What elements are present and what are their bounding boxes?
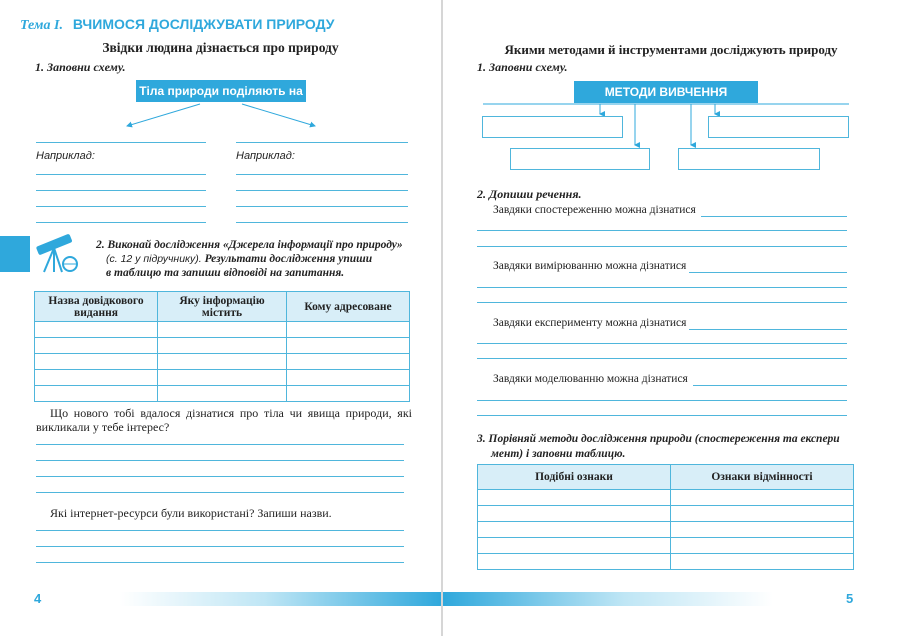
table-cell[interactable] bbox=[478, 554, 671, 570]
table-cell[interactable] bbox=[287, 338, 410, 354]
right-page bbox=[443, 0, 899, 636]
answer-line[interactable] bbox=[236, 142, 408, 143]
arrow-right bbox=[242, 104, 315, 126]
scheme-empty-box[interactable] bbox=[482, 116, 623, 138]
answer-line[interactable] bbox=[477, 358, 847, 359]
answer-line[interactable] bbox=[36, 190, 206, 191]
footer-bar bbox=[120, 592, 441, 606]
table-row bbox=[478, 522, 854, 538]
answer-line[interactable] bbox=[477, 287, 847, 288]
example-left-label: Наприклад: bbox=[36, 150, 95, 162]
table-cell[interactable] bbox=[671, 554, 854, 570]
comparison-table bbox=[477, 464, 854, 570]
answer-line[interactable] bbox=[477, 230, 847, 231]
table-cell[interactable] bbox=[287, 386, 410, 402]
task-3-line-2: мент) і заповни таблицю. bbox=[491, 448, 626, 460]
answer-line[interactable] bbox=[36, 206, 206, 207]
answer-line[interactable] bbox=[477, 415, 847, 416]
scheme-empty-box[interactable] bbox=[510, 148, 650, 170]
table-cell[interactable] bbox=[671, 506, 854, 522]
task-1-label: 1. Заповни схему. bbox=[477, 60, 568, 74]
task-2-instruction-a: Результати дослідження упиши bbox=[204, 253, 373, 265]
sentence-observation: Завдяки спостереженню можна дізнатися bbox=[493, 204, 696, 216]
table-row bbox=[478, 506, 854, 522]
topic-title: ВЧИМОСЯ ДОСЛІДЖУВАТИ ПРИРОДУ bbox=[72, 16, 335, 32]
answer-line[interactable] bbox=[477, 343, 847, 344]
page-number: 4 bbox=[34, 591, 42, 606]
table-cell[interactable] bbox=[287, 322, 410, 338]
footer-bar bbox=[443, 592, 773, 606]
table-row bbox=[478, 554, 854, 570]
table-cell[interactable] bbox=[35, 370, 158, 386]
answer-line[interactable] bbox=[36, 562, 404, 563]
table-cell[interactable] bbox=[158, 386, 287, 402]
table-cell[interactable] bbox=[671, 522, 854, 538]
topic-label: Тема І. bbox=[20, 18, 63, 33]
answer-line[interactable] bbox=[689, 329, 847, 330]
book-gutter bbox=[441, 0, 443, 636]
table-cell[interactable] bbox=[287, 370, 410, 386]
task-2-line-2 bbox=[96, 252, 416, 266]
task-2-text bbox=[96, 238, 416, 280]
table-row bbox=[35, 386, 410, 402]
table-cell[interactable] bbox=[478, 506, 671, 522]
table-row bbox=[478, 538, 854, 554]
table-cell[interactable] bbox=[478, 490, 671, 506]
table-cell[interactable] bbox=[35, 386, 158, 402]
research-tab-marker bbox=[0, 236, 30, 272]
scheme-empty-box[interactable] bbox=[678, 148, 820, 170]
answer-line[interactable] bbox=[689, 272, 847, 273]
answer-line[interactable] bbox=[236, 174, 408, 175]
table-cell[interactable] bbox=[671, 490, 854, 506]
table-row bbox=[35, 370, 410, 386]
page-number: 5 bbox=[846, 591, 854, 606]
table-header-cell: Яку інформацію містить bbox=[158, 292, 287, 322]
task-2-instruction-b: в таблицю та запиши відповіді на запитання. bbox=[106, 267, 345, 279]
answer-line[interactable] bbox=[36, 444, 404, 445]
task-3-text bbox=[477, 432, 849, 462]
answer-line[interactable] bbox=[477, 400, 847, 401]
table-row bbox=[35, 322, 410, 338]
scheme-arrows bbox=[0, 0, 441, 140]
answer-line[interactable] bbox=[36, 492, 404, 493]
task-1-label: 1. Заповни схему. bbox=[35, 60, 126, 74]
section-title: Якими методами й інструментами досліджують природу bbox=[504, 42, 838, 57]
answer-line[interactable] bbox=[36, 174, 206, 175]
table-cell[interactable] bbox=[671, 538, 854, 554]
example-right-label: Наприклад: bbox=[236, 150, 295, 162]
answer-line[interactable] bbox=[36, 142, 206, 143]
answer-line[interactable] bbox=[36, 546, 404, 547]
scheme-box-methods: МЕТОДИ ВИВЧЕННЯ ПРИРОДИ bbox=[574, 81, 758, 103]
table-header-cell: Назва довідкового видання bbox=[35, 292, 158, 322]
scheme-box-bodies: Тіла природи поділяють на bbox=[136, 80, 306, 102]
table-row bbox=[35, 338, 410, 354]
section-title: Звідки людина дізнається про природу bbox=[102, 40, 339, 55]
table-cell[interactable] bbox=[478, 522, 671, 538]
answer-line[interactable] bbox=[36, 222, 206, 223]
sentence-experiment: Завдяки експерименту можна дізнатися bbox=[493, 317, 687, 329]
table-cell[interactable] bbox=[35, 322, 158, 338]
answer-line[interactable] bbox=[477, 302, 847, 303]
answer-line[interactable] bbox=[36, 476, 404, 477]
task-2-label: 2. Допиши речення. bbox=[477, 187, 582, 201]
left-page bbox=[0, 0, 441, 636]
table-row bbox=[478, 490, 854, 506]
task-3-line-1: 3. Порівняй методи дослідження природи (спостереження та експери bbox=[477, 433, 840, 445]
table-cell[interactable] bbox=[158, 338, 287, 354]
table-cell[interactable] bbox=[158, 354, 287, 370]
table-header-cell: Подібні ознаки bbox=[478, 465, 671, 490]
table-header-cell: Ознаки відмінності bbox=[671, 465, 854, 490]
answer-line[interactable] bbox=[36, 530, 404, 531]
answer-line[interactable] bbox=[236, 190, 408, 191]
question-1: Що нового тобі вдалося дізнатися про тіла чи явища природи, які викликали у тебе інтерес? bbox=[36, 406, 412, 434]
answer-line[interactable] bbox=[477, 246, 847, 247]
scheme-empty-box[interactable] bbox=[708, 116, 849, 138]
telescope-icon bbox=[32, 230, 80, 276]
sentence-modelling: Завдяки моделюванню можна дізнатися bbox=[493, 373, 688, 385]
table-cell[interactable] bbox=[158, 370, 287, 386]
table-cell[interactable] bbox=[35, 354, 158, 370]
sources-table bbox=[34, 291, 410, 402]
question-2: Які інтернет-ресурси були використані? Запиши назви. bbox=[50, 506, 332, 520]
table-cell[interactable] bbox=[35, 338, 158, 354]
answer-line[interactable] bbox=[693, 385, 847, 386]
answer-line[interactable] bbox=[236, 206, 408, 207]
answer-line[interactable] bbox=[236, 222, 408, 223]
table-row bbox=[35, 354, 410, 370]
table-cell[interactable] bbox=[158, 322, 287, 338]
table-header-cell: Кому адресоване bbox=[287, 292, 410, 322]
arrow-left bbox=[127, 104, 200, 126]
task-2-line-1: 2. Виконай дослідження «Джерела інформації про природу» bbox=[96, 239, 403, 251]
table-cell[interactable] bbox=[478, 538, 671, 554]
answer-line[interactable] bbox=[701, 216, 847, 217]
answer-line[interactable] bbox=[36, 460, 404, 461]
table-cell[interactable] bbox=[287, 354, 410, 370]
sentence-measurement: Завдяки вимірюванню можна дізнатися bbox=[493, 260, 687, 272]
task-2-ref: (с. 12 у підручнику). bbox=[106, 253, 202, 265]
